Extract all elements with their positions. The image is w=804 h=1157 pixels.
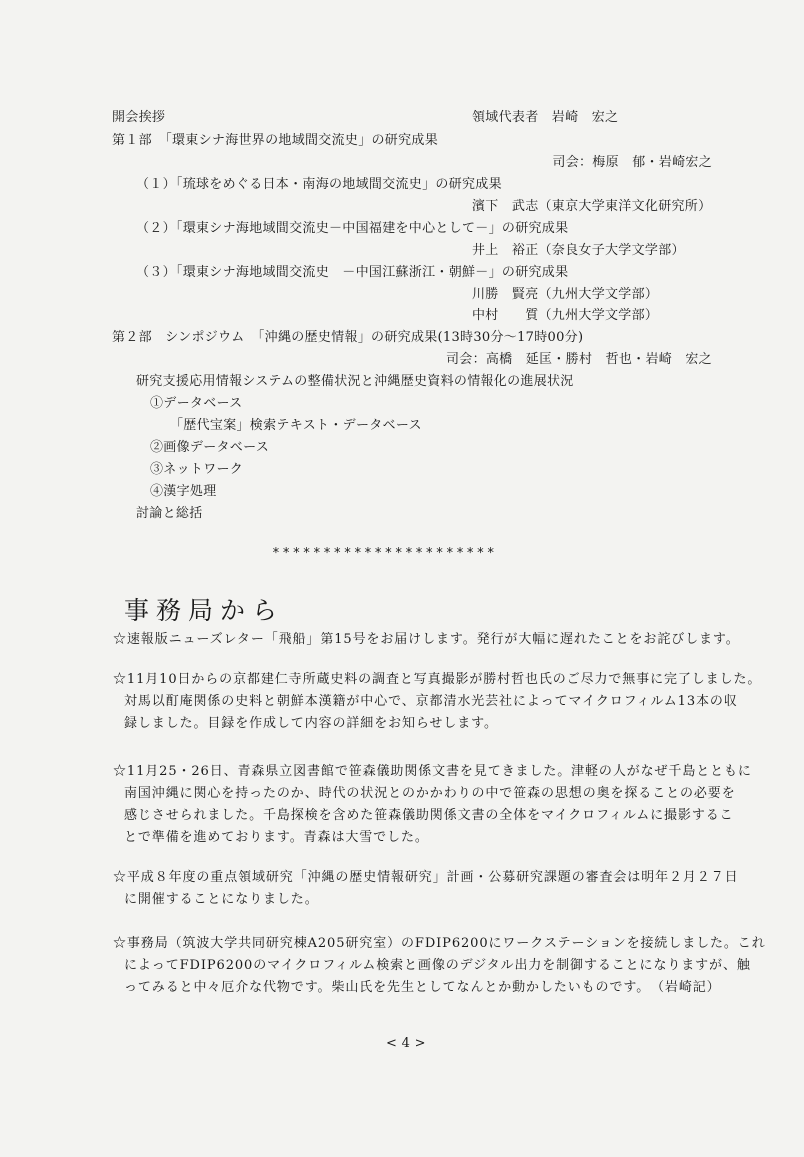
part2-moderators: 司会：高橋 延匡・勝村 哲也・岩崎 宏之 [445, 352, 712, 367]
page-number: < 4 > [386, 1036, 426, 1051]
opening-speaker: 領域代表者 岩崎 宏之 [472, 110, 619, 125]
office-note-line: とで準備を進めております。青森は大雪でした。 [124, 830, 429, 845]
section-heading: 事務局から [124, 596, 285, 625]
office-note-line: 南国沖縄に関心を持ったのか、時代の状況とのかかわりの中で笹森の思想の奥を探ることの必要を [124, 786, 736, 801]
part2-item: ②画像データベース [150, 440, 270, 455]
opening-title: 開会挨拶 [112, 110, 166, 125]
office-note-line: ☆11月10日からの京都建仁寺所蔵史料の調査と写真撮影が勝村哲也氏のご尽力で無事に完了しました。 [113, 672, 762, 687]
closing: 討論と総括 [136, 506, 203, 521]
office-note-line: ☆事務局（筑波大学共同研究棟A205研究室）のFDIP6200にワークステーションを接続しました。これ [113, 936, 766, 951]
part1-title: 第１部 「環東シナ海世界の地域間交流史」の研究成果 [112, 133, 439, 148]
part2-intro: 研究支援応用情報システムの整備状況と沖縄歴史資料の情報化の進展状況 [136, 374, 574, 389]
part1-item-presenter: 井上 裕正（奈良女子大学文学部） [472, 243, 685, 258]
part1-item-presenter: 川勝 賢亮（九州大学文学部） [472, 287, 659, 302]
office-note-line: ってみると中々厄介な代物です。柴山氏を先生としてなんとか動かしたいものです。 （岩崎記） [124, 980, 721, 995]
office-note-line: 録しました。目録を作成して内容の詳細をお知らせします。 [124, 716, 498, 731]
part2-item: ④漢字処理 [150, 484, 217, 499]
part2-item: ③ネットワーク [150, 462, 244, 477]
part2-item: 「歴代宝案」検索テキスト・データベース [170, 418, 422, 433]
part1-item-title: （３）「環東シナ海地域間交流史 －中国江蘇浙江・朝鮮－」の研究成果 [136, 265, 569, 280]
part2-title: 第２部 シンポジウム 「沖縄の歴史情報」の研究成果(13時30分～17時00分) [112, 330, 584, 345]
part1-item-title: （２）「環東シナ海地域間交流史－中国福建を中心として－」の研究成果 [136, 221, 569, 236]
part1-item-presenter: 中村 質（九州大学文学部） [472, 308, 659, 323]
office-note-line: ☆速報版ニューズレター「飛船」第15号をお届けします。発行が大幅に遅れたことをお詫びします。 [113, 632, 740, 647]
office-note-line: によってFDIP6200のマイクロフィルム検索と画像のデジタル出力を制御することになりますが、触 [124, 958, 751, 973]
part1-moderators: 司会：梅原 郁・岩崎宏之 [552, 155, 712, 170]
office-note-line: ☆11月25・26日、青森県立図書館で笹森儀助関係文書を見てきました。津軽の人がなぜ千島とともに [113, 764, 752, 779]
part2-item: ①データベース [150, 396, 243, 411]
part1-item-title: （１）「琉球をめぐる日本・南海の地域間交流史」の研究成果 [136, 177, 502, 192]
office-note-line: 対馬以酊庵関係の史料と朝鮮本漢籍が中心で、京都清水光芸社によってマイクロフィルム13本の収 [124, 694, 738, 709]
office-note-line: に開催することになりました。 [124, 892, 319, 907]
office-note-line: ☆平成８年度の重点領域研究「沖縄の歴史情報研究」計画・公募研究課題の審査会は明年２月２７日 [113, 870, 739, 885]
part1-item-presenter: 濱下 武志（東京大学東洋文化研究所） [472, 199, 712, 214]
separator: ********************** [272, 546, 497, 561]
office-note-line: 感じさせられました。千島探検を含めた笹森儀助関係文書の全体をマイクロフィルムに撮影するこ [124, 808, 734, 823]
